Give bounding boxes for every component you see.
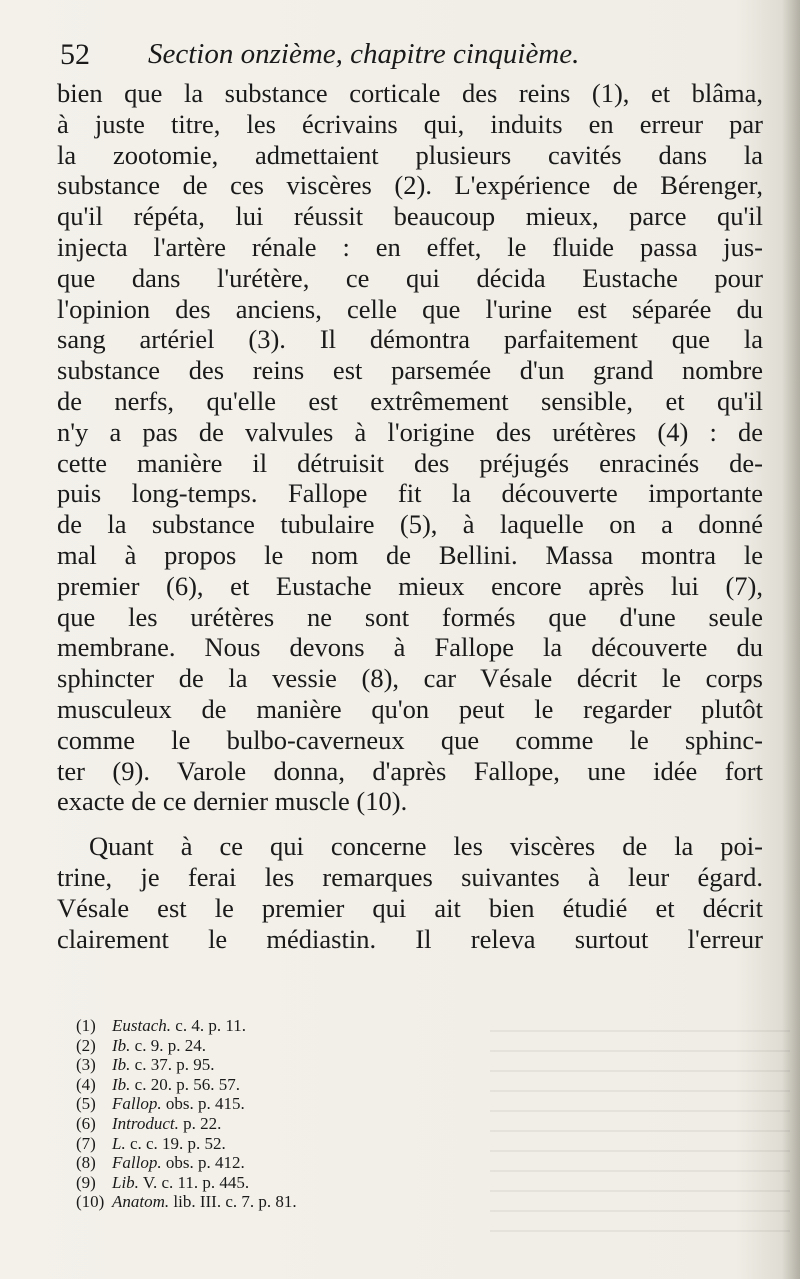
footnote-source: L. [112,1133,126,1153]
footnote-text: p. 22. [183,1113,222,1133]
footnote [76,1016,476,1036]
footnote-mark: (10) [76,1192,105,1212]
text-line: injecta l'artère rénale : en effet, le fluide passa jus- [57,231,763,262]
text-line: puis long-temps. Fallope fit la découverte importante [57,478,763,509]
paragraph-2 [57,831,763,954]
footnote-mark: (5) [76,1094,96,1114]
footnote-source: Lib. [112,1172,139,1192]
footnote-text: c. 37. p. 95. [134,1055,215,1075]
footnote [76,1173,476,1193]
footnote-source: Anatom. [112,1192,170,1212]
text-line: comme le bulbo-caverneux que comme le sphinc- [57,724,763,755]
text-line: premier (6), et Eustache mieux encore après lui (7), [57,570,763,601]
footnote-mark: (8) [76,1153,96,1173]
text-line: cette manière il détruisit des préjugés enracinés de- [57,447,763,478]
footnote [76,1055,476,1075]
footnote [76,1153,476,1173]
footnote-text: c. 9. p. 24. [134,1035,206,1055]
text-line: bien que la substance corticale des reins (1), et blâma, [57,78,763,108]
footnote-text: V. c. 11. p. 445. [142,1172,250,1192]
footnote-text: c. 20. p. 56. 57. [134,1074,240,1094]
footnote [76,1134,476,1154]
text-line: l'opinion des anciens, celle que l'urine est séparée du [57,293,763,324]
text-line: que dans l'urétère, ce qui décida Eustache pour [57,262,763,293]
footnote-mark: (2) [76,1035,96,1055]
footnote [76,1075,476,1095]
footnote-source: Ib. [112,1035,131,1055]
text-line: trine, je ferai les remarques suivantes à leur égard. [57,861,763,892]
text-line: Vésale est le premier qui ait bien étudié et décrit [57,892,763,923]
page-header [60,36,770,80]
text-line: n'y a pas de valvules à l'origine des urétères (4) : de [57,416,763,447]
footnote-source: Fallop. [112,1153,162,1173]
footnote-text: c. 4. p. 11. [175,1016,246,1035]
text-line: de la substance tubulaire (5), à laquelle on a donné [57,509,763,540]
text-line: à juste titre, les écrivains qui, induits en erreur par [57,108,763,139]
footnote-mark: (1) [76,1016,96,1035]
show-through-bleed [490,1030,790,1250]
text-line: la zootomie, admettaient plusieurs cavités dans la [57,139,763,170]
footnote [76,1114,476,1134]
footnote-mark: (7) [76,1133,96,1153]
footnote-text: lib. III. c. 7. p. 81. [173,1192,297,1212]
paragraph-1 [57,78,763,817]
page-number: 52 [60,38,90,71]
text-line: sang artériel (3). Il démontra parfaitement que la [57,324,763,355]
footnote-mark: (9) [76,1172,96,1192]
text-line: clairement le médiastin. Il releva surtout l'erreur [57,923,763,954]
text-line: substance de ces viscères (2). L'expérience de Bérenger, [57,170,763,201]
footnotes [76,1016,476,1212]
text-line: mal à propos le nom de Bellini. Massa montra le [57,539,763,570]
page-edge-shadow [782,0,800,1279]
footnote-mark: (4) [76,1074,96,1094]
text-line: ter (9). Varole donna, d'après Fallope, une idée fort [57,755,763,786]
footnote [76,1094,476,1114]
text-line: de nerfs, qu'elle est extrêmement sensible, et qu'il [57,385,763,416]
text-line: substance des reins est parsemée d'un grand nombre [57,355,763,386]
text-line: membrane. Nous devons à Fallope la découverte du [57,632,763,663]
footnote-mark: (3) [76,1055,96,1075]
paragraph-gap [57,817,763,831]
footnote-mark: (6) [76,1113,96,1133]
text-line: qu'il répéta, lui réussit beaucoup mieux, parce qu'il [57,201,763,232]
running-head: Section onzième, chapitre cinquième. [148,38,580,70]
text-line: Quant à ce qui concerne les viscères de la poi- [89,831,763,862]
footnote-source: Introduct. [112,1113,179,1133]
text-line: que les urétères ne sont formés que d'une seule [57,601,763,632]
footnote-source: Ib. [112,1055,131,1075]
footnote [76,1036,476,1056]
footnote-source: Eustach. [112,1016,172,1035]
footnote-text: c. c. 19. p. 52. [129,1133,226,1153]
footnote [76,1192,476,1212]
footnote-text: obs. p. 412. [165,1153,245,1173]
footnote-text: obs. p. 415. [165,1094,245,1114]
body-text [57,78,763,954]
footnote-source: Fallop. [112,1094,162,1114]
text-line: exacte de ce dernier muscle (10). [57,786,408,817]
text-line: sphincter de la vessie (8), car Vésale décrit le corps [57,663,763,694]
footnote-source: Ib. [112,1074,131,1094]
text-line: musculeux de manière qu'on peut le regarder plutôt [57,693,763,724]
